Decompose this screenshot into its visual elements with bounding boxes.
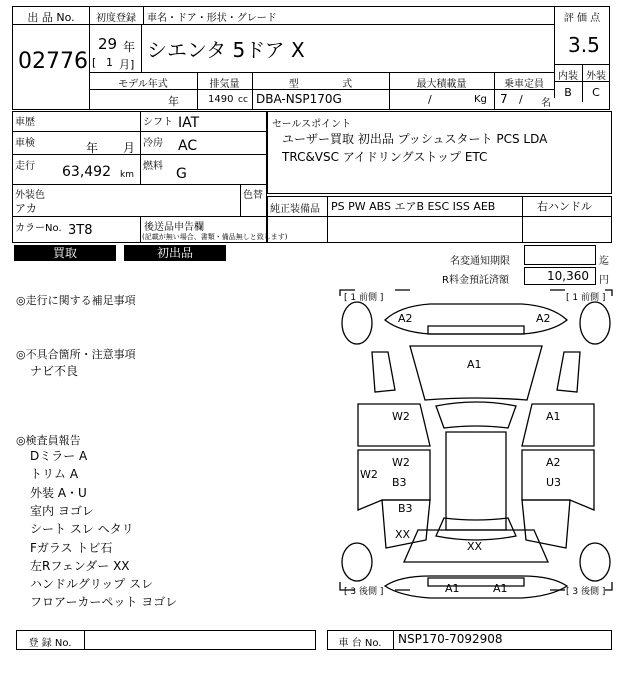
- sales-line-2: TRC&VSC アイドリングストップ ETC: [282, 150, 488, 164]
- exterior-grade: C: [592, 86, 600, 99]
- capacity-unit: 名: [541, 98, 551, 109]
- ac-value: AC: [178, 138, 198, 154]
- tag-buyout: 買取: [14, 245, 116, 261]
- lot-no: 02776: [18, 49, 88, 74]
- inspector-label: ◎検査員報告: [16, 434, 81, 447]
- type-label: 型 式: [288, 79, 353, 90]
- damage-mark: W2: [360, 468, 378, 481]
- color-no-value: 3T8: [68, 223, 93, 238]
- equip-value: PS PW ABS エアB ESC ISS AEB: [331, 200, 496, 213]
- color-no-label: カラーNo.: [15, 223, 62, 234]
- reg-label: 登 録 No.: [28, 638, 72, 649]
- damage-mark: A2: [536, 312, 551, 325]
- model-year-unit: 年: [168, 95, 179, 108]
- damage-mark: A2: [546, 456, 561, 469]
- inspection-year-unit: 年: [86, 141, 99, 155]
- displacement-value: 1490: [208, 94, 234, 105]
- first-reg-month-unit: 月]: [119, 58, 135, 71]
- mileage-value: 63,492: [62, 164, 111, 180]
- corner-label-front-left: [ 1 前側 ]: [344, 293, 384, 303]
- sales-label: セールスポイント: [272, 119, 352, 130]
- after-doc-label: 後送品申告欄: [144, 222, 204, 233]
- defect-value: ナビ不良: [30, 364, 79, 378]
- damage-mark: A1: [546, 410, 561, 423]
- report-line: 左Rフェンダー XX: [30, 559, 130, 573]
- damage-mark: XX: [395, 528, 411, 541]
- corner-label-rear-right: [ 3 後側 ]: [566, 587, 606, 597]
- type-value: DBA-NSP170G: [256, 92, 342, 106]
- report-line: Fガラス トビ石: [30, 541, 113, 555]
- grade-label: 評 価 点: [563, 13, 601, 24]
- report-line: 外装 A・U: [30, 486, 87, 500]
- exterior-label: 外装: [586, 71, 606, 82]
- chassis-label: 車 台 No.: [338, 638, 382, 649]
- corner-label-front-right: [ 1 前側 ]: [566, 293, 606, 303]
- after-doc-note: (記載が無い場合、書類・備品無しと致します): [142, 233, 288, 241]
- first-reg-month: 1: [106, 56, 113, 69]
- inspection-month-unit: 月: [123, 141, 136, 155]
- corner-label-rear-left: [ 3 後側 ]: [344, 587, 384, 597]
- damage-mark: W2: [392, 456, 410, 469]
- report-line: ハンドルグリップ スレ: [30, 577, 154, 591]
- damage-mark: B3: [392, 476, 407, 489]
- month-bracket: [: [92, 56, 97, 69]
- report-line: 室内 ヨゴレ: [30, 504, 94, 518]
- first-reg-year: 29: [98, 35, 118, 53]
- car-name: シエンタ 5ドア X: [147, 38, 305, 62]
- damage-mark: XX: [467, 540, 483, 553]
- mileage-unit: km: [120, 170, 134, 180]
- steering-value: 右ハンドル: [537, 200, 592, 213]
- displacement-unit: cc: [238, 95, 248, 105]
- model-year-label: モデル年式: [118, 79, 168, 90]
- displacement-label: 排気量: [209, 79, 240, 90]
- shift-label: シフト: [143, 117, 173, 128]
- divider: [84, 630, 85, 650]
- damage-mark: B3: [398, 502, 413, 515]
- interior-grade: B: [564, 86, 572, 99]
- report-line: Dミラー A: [30, 449, 88, 463]
- interior-label: 内装: [558, 71, 578, 82]
- ext-color-label: 外装色: [15, 190, 45, 201]
- damage-mark: A2: [398, 312, 413, 325]
- damage-mark: A1: [493, 582, 508, 595]
- name-change-label: 名変通知期限: [450, 256, 510, 267]
- tag-first-listing: 初出品: [124, 245, 226, 261]
- damage-mark: W2: [392, 410, 410, 423]
- fuel-label: 燃料: [143, 161, 163, 172]
- report-line: シート スレ ヘタリ: [30, 522, 134, 536]
- inspection-label: 車検: [15, 138, 35, 149]
- chassis-value: NSP170-7092908: [398, 632, 503, 646]
- recycle-unit: 円: [599, 275, 609, 286]
- lot-no-label: 出 品 No.: [27, 11, 75, 24]
- name-change-unit: 迄: [599, 256, 609, 267]
- capacity-value: 7: [500, 92, 508, 106]
- equip-label: 純正装備品: [270, 204, 320, 215]
- name-label: 車名・ドア・形状・グレード: [147, 13, 277, 24]
- sales-line-1: ユーザー買取 初出品 プッシュスタート PCS LDA: [282, 132, 548, 146]
- first-reg-label: 初度登録: [96, 13, 136, 24]
- shift-value: IAT: [178, 115, 200, 131]
- divider: [393, 630, 394, 650]
- ext-color-value: アカ: [15, 202, 37, 215]
- history-label: 車歴: [15, 117, 35, 128]
- max-load-label: 最大積載量: [416, 79, 467, 90]
- max-load-sep: /: [428, 93, 432, 106]
- color-change-label: 色替: [243, 190, 263, 201]
- first-reg-year-unit: 年: [123, 40, 136, 54]
- recycle-value: 10,360: [547, 269, 589, 283]
- recycle-label: R料金預託済額: [442, 275, 509, 286]
- report-line: トリム A: [30, 467, 79, 481]
- report-line: フロアーカーペット ヨゴレ: [30, 595, 178, 609]
- damage-mark: A1: [467, 358, 482, 371]
- ac-label: 冷房: [143, 138, 163, 149]
- fuel-value: G: [176, 166, 187, 182]
- defect-label: ◎不具合箇所・注意事項: [16, 348, 136, 361]
- capacity-label: 乗車定員: [504, 79, 544, 90]
- max-load-unit: Kg: [474, 94, 487, 105]
- supp-label: ◎走行に関する補足事項: [16, 294, 136, 307]
- overall-grade: 3.5: [568, 33, 600, 57]
- mileage-label: 走行: [15, 161, 35, 172]
- capacity-sep: /: [519, 93, 523, 106]
- damage-mark: A1: [445, 582, 460, 595]
- damage-mark: U3: [546, 476, 562, 489]
